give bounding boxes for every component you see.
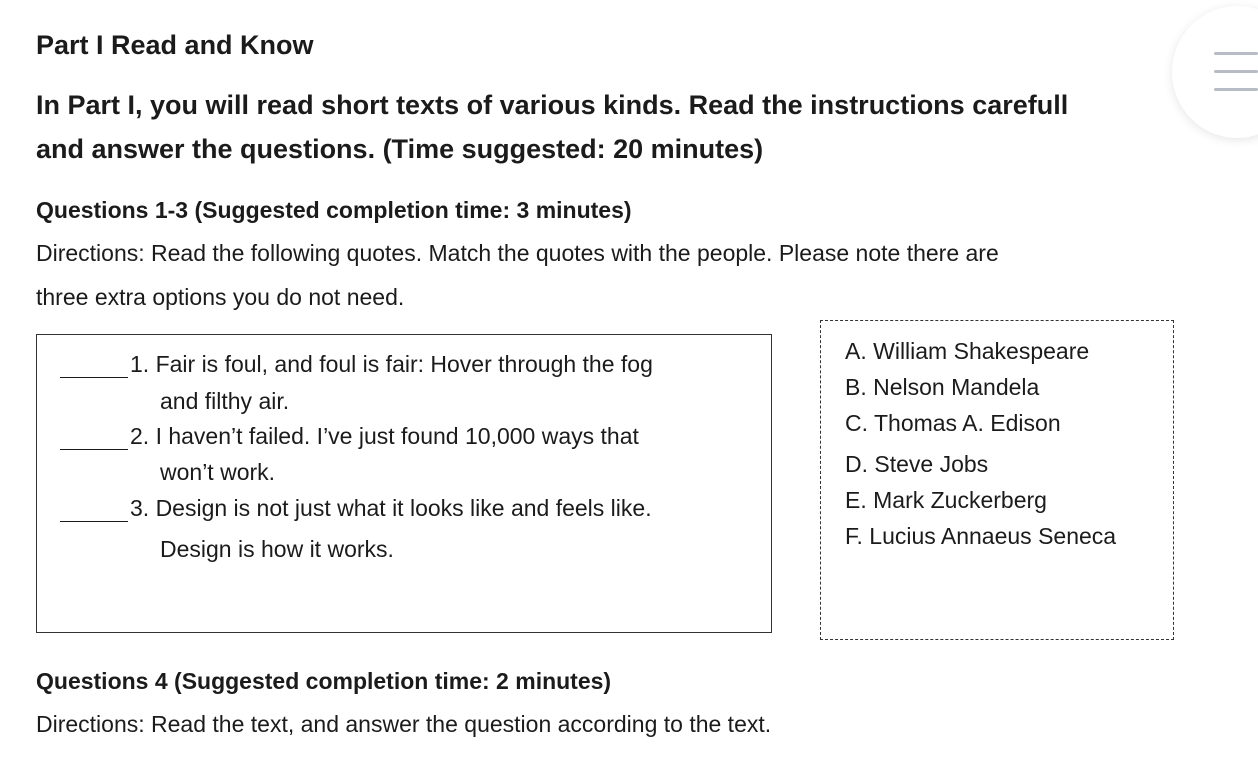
option-f: F. Lucius Annaeus Seneca: [845, 523, 1117, 549]
option-d: D. Steve Jobs: [845, 451, 989, 477]
menu-bar-top: [1214, 52, 1258, 55]
answer-blank-2[interactable]: [60, 449, 128, 450]
quote-3-line-1: 3. Design is not just what it looks like and feels like.: [130, 495, 652, 521]
quote-3-line-2: Design is how it works.: [160, 536, 394, 562]
part-title: Part I Read and Know: [36, 30, 314, 60]
answer-blank-3[interactable]: [60, 521, 128, 522]
directions-line-1: Directions: Read the following quotes. Match the quotes with the people. Please note there are: [36, 240, 999, 266]
quote-1-line-2: and filthy air.: [160, 388, 290, 414]
option-e: E. Mark Zuckerberg: [845, 487, 1047, 513]
quote-1-line-1: 1. Fair is foul, and foul is fair: Hover through the fog: [130, 351, 653, 377]
answer-blank-1[interactable]: [60, 377, 128, 378]
intro-line-1: In Part I, you will read short texts of various kinds. Read the instructions carefull: [36, 90, 1069, 120]
directions-line-2: three extra options you do not need.: [36, 284, 405, 310]
question-4-directions: Directions: Read the text, and answer the question according to the text.: [36, 711, 772, 737]
quote-2-line-1: 2. I haven’t failed. I’ve just found 10,000 ways that: [130, 423, 639, 449]
option-a: A. William Shakespeare: [845, 338, 1090, 364]
options-box: [820, 320, 1174, 640]
quote-2-line-2: won’t work.: [160, 459, 276, 485]
intro-line-2: and answer the questions. (Time suggested: 20 minutes): [36, 134, 764, 164]
menu-bar-middle: [1214, 70, 1258, 73]
option-b: B. Nelson Mandela: [845, 374, 1040, 400]
quotes-box: [36, 334, 772, 633]
question-4-heading: Questions 4 (Suggested completion time: 2 minutes): [36, 668, 612, 694]
option-c: C. Thomas A. Edison: [845, 410, 1061, 436]
menu-bar-bottom: [1214, 88, 1258, 91]
questions-1-3-heading: Questions 1-3 (Suggested completion time: 3 minutes): [36, 197, 632, 223]
